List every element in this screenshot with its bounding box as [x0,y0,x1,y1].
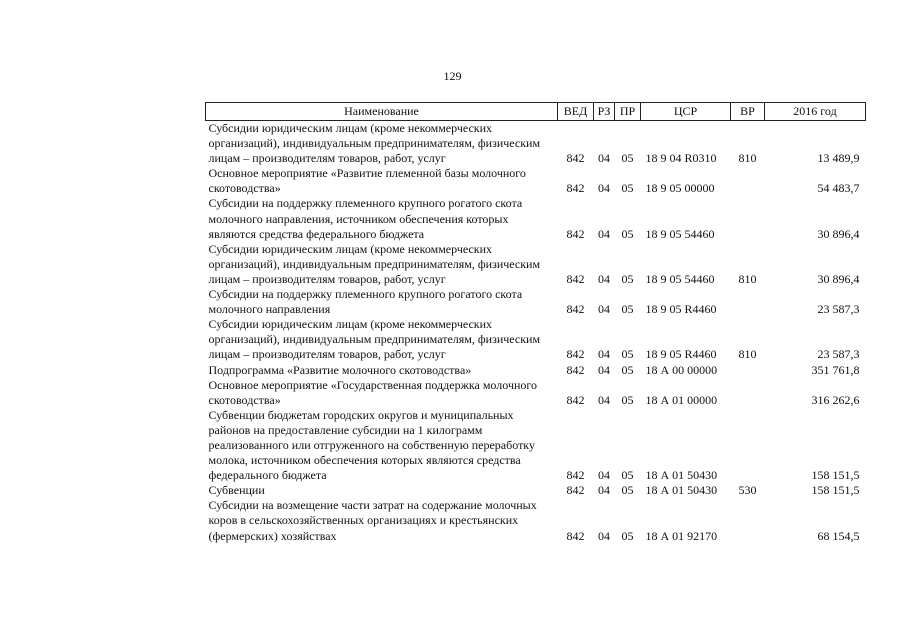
row-vr [731,196,765,241]
row-name: Субсидии на возмещение части затрат на содержание молочных коров в сельскохозяйственных организациях и крестьянских (фермерских) хозяйствах [208,498,537,543]
row-csr: 18 9 05 00000 [645,181,715,196]
row-vr [731,498,765,543]
row-name: Субвенции бюджетам городских округов и муниципальных районов на предоставление субсидии на 1 килограмм реализованного или отгруженного на собственную переработку молока, источником обеспечения которых являются средства федерального бюджета [208,407,535,483]
row-pr: 05 [621,181,634,196]
row-rz: 04 [598,226,610,241]
row-pr: 05 [621,347,634,362]
row-rz: 04 [598,151,610,166]
row-pr: 05 [621,271,634,286]
row-vr [731,408,765,483]
row-ved: 842 [566,302,585,317]
row-rz: 04 [598,468,610,483]
row-vr [731,287,765,317]
row-amount: 68 154,5 [817,528,860,543]
row-rz: 04 [598,528,610,543]
row-csr: 18 А 00 00000 [645,362,718,377]
row-amount: 351 761,8 [811,362,860,377]
row-ved: 842 [566,271,585,286]
row-name: Субсидии юридическим лицам (кроме некоммерческих организаций), индивидуальным предпринимателям, физическим лицам – производителям товаров, работ, услуг [208,121,541,166]
header-name: Наименование [206,103,558,121]
row-ved: 842 [566,226,585,241]
row-name: Субвенции [208,483,265,498]
table-row [206,498,866,543]
table-row [206,121,866,167]
header-year: 2016 год [765,103,866,121]
row-ved: 842 [566,468,585,483]
table-row [206,166,866,196]
row-csr: 18 9 04 R0310 [645,151,717,166]
row-name: Основное мероприятие «Государственная поддержка молочного скотоводства» [208,377,538,407]
header-rz: РЗ [594,103,615,121]
row-rz: 04 [598,302,610,317]
row-pr: 05 [621,302,634,317]
row-name: Подпрограмма «Развитие молочного скотоводства» [208,362,472,377]
row-csr: 18 9 05 54460 [645,226,715,241]
row-name: Субсидии на поддержку племенного крупного рогатого скота молочного направления, источником обеспечения которых являются средства федерального бюджета [208,196,523,241]
row-amount: 158 151,5 [811,483,860,498]
row-csr: 18 9 05 R4460 [645,347,717,362]
table-header-row [206,103,866,121]
row-amount: 30 896,4 [817,271,860,286]
row-ved: 842 [566,362,585,377]
page-number: 129 [443,69,462,83]
row-amount: 30 896,4 [817,226,860,241]
table-row [206,317,866,362]
budget-table [205,102,866,544]
row-name: Субсидии юридическим лицам (кроме некоммерческих организаций), индивидуальным предпринимателям, физическим лицам – производителям товаров, работ, услуг [208,241,541,286]
header-csr: ЦСР [641,103,731,121]
row-ved: 842 [566,392,585,407]
table-row [206,408,866,483]
row-pr: 05 [621,392,634,407]
table-body [206,121,866,544]
row-vr: 810 [738,271,757,286]
row-csr: 18 9 05 R4460 [645,302,717,317]
table-row [206,196,866,241]
row-ved: 842 [566,181,585,196]
row-rz: 04 [598,483,610,498]
row-amount: 13 489,9 [817,151,860,166]
header-vr: ВР [731,103,765,121]
row-rz: 04 [598,347,610,362]
row-vr [731,363,765,378]
header-ved: ВЕД [558,103,594,121]
row-amount: 54 483,7 [817,181,860,196]
row-name: Основное мероприятие «Развитие племенной базы молочного скотоводства» [208,166,526,196]
table-row [206,242,866,287]
row-ved: 842 [566,528,585,543]
table-row [206,363,866,378]
row-name: Субсидии на поддержку племенного крупного рогатого скота молочного направления [208,287,523,317]
row-ved: 842 [566,151,585,166]
row-vr [731,166,765,196]
table-row [206,287,866,317]
row-pr: 05 [621,151,634,166]
row-amount: 23 587,3 [817,347,860,362]
header-pr: ПР [615,103,641,121]
row-rz: 04 [598,271,610,286]
row-pr: 05 [621,528,634,543]
row-csr: 18 А 01 00000 [645,392,718,407]
row-rz: 04 [598,181,610,196]
row-pr: 05 [621,362,634,377]
row-rz: 04 [598,362,610,377]
row-csr: 18 А 01 92170 [645,528,718,543]
row-vr [731,378,765,408]
row-name: Субсидии юридическим лицам (кроме некоммерческих организаций), индивидуальным предпринимателям, физическим лицам – производителям товаров, работ, услуг [208,317,541,362]
table-row [206,483,866,498]
row-csr: 18 9 05 54460 [645,271,715,286]
row-csr: 18 А 01 50430 [645,483,718,498]
row-csr: 18 А 01 50430 [645,468,718,483]
row-ved: 842 [566,483,585,498]
row-vr: 810 [738,347,757,362]
row-amount: 23 587,3 [817,302,860,317]
row-pr: 05 [621,468,634,483]
row-vr: 810 [738,151,757,166]
row-pr: 05 [621,226,634,241]
row-amount: 316 262,6 [811,392,860,407]
row-rz: 04 [598,392,610,407]
row-ved: 842 [566,347,585,362]
row-vr: 530 [738,483,757,498]
table-row [206,378,866,408]
row-pr: 05 [621,483,634,498]
row-amount: 158 151,5 [811,468,860,483]
